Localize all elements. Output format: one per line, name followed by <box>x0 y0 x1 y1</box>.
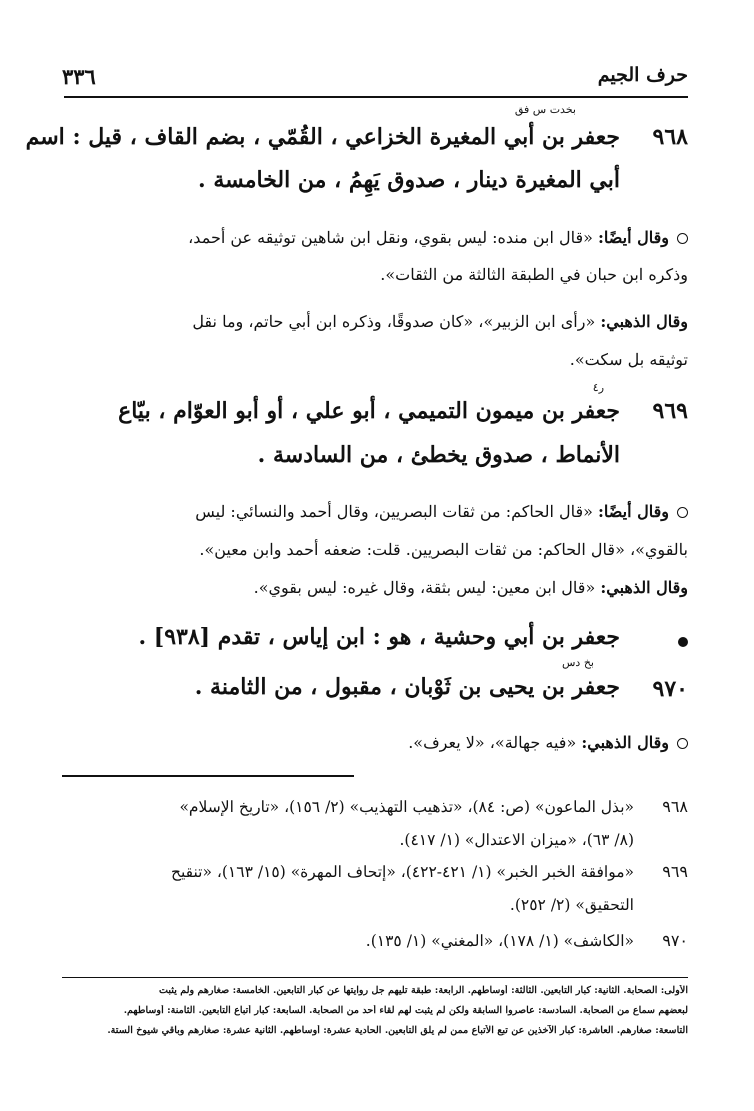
note-label: وقال الذهبي: <box>600 578 688 597</box>
footnote-968-cont: (٨/ ٦٣)، «ميزان الاعتدال» (١/ ٤١٧). <box>399 831 634 849</box>
entry-968-note-2 <box>62 312 688 331</box>
note-text: «رأى ابن الزبير»، «كان صدوقًا، وذكره ابن أبي حاتم، وما نقل <box>192 312 601 331</box>
entry-969-line-2: الأنماط ، صدوق يخطئ ، من السادسة . <box>257 442 620 468</box>
page-header <box>62 64 688 94</box>
note-text: «قال الحاكم: من ثقات البصريين، وقال أحمد والنسائي: ليس <box>195 502 598 521</box>
entry-968-number: ٩٦٨ <box>652 124 688 150</box>
entry-969-note-1 <box>62 502 688 521</box>
note-circle-icon <box>677 507 688 518</box>
footnote-text: «موافقة الخبر الخبر» (١/ ٤٢١-٤٢٢)، «إتحاف المهرة» (١٥/ ١٦٣)، «تنقيح <box>170 863 634 881</box>
footnote-number: ٩٦٩ <box>662 862 688 881</box>
note-circle-icon <box>677 738 688 749</box>
entry-969-note-1-cont: بالقوي»، «قال الحاكم: من ثقات البصريين. قلت: ضعفه أحمد وابن معين». <box>199 540 688 559</box>
tabaqat-legend-line-3: التاسعة: صغارهم. العاشرة: كبار الآخذين عن تبع الأتباع ممن لم يلق التابعين. الحادية عشرة: أوساطهم. الثانية عشرة: صغارهم وباقي شيوخ الستة. <box>107 1025 688 1036</box>
entry-968-note-1-cont: وذكره ابن حبان في الطبقة الثالثة من الثقات». <box>380 265 688 284</box>
cross-ref-bullet <box>634 628 688 654</box>
entry-970-sigla: بخ دس <box>562 656 594 669</box>
note-label: وقال الذهبي: <box>581 733 669 752</box>
note-text: «قال ابن منده: ليس بقوي، ونقل ابن شاهين توثيقه عن أحمد، <box>188 228 598 247</box>
note-text: «فيه جهالة»، «لا يعرف». <box>408 733 582 752</box>
footnote-divider <box>62 775 354 777</box>
entry-969-sigla: ر٤ <box>592 381 604 394</box>
tabaqat-legend-line-1: الأولى: الصحابة. الثانية: كبار التابعين. الثالثة: أوساطهم. الرابعة: طبقة تليهم جل روايتها عن كبار التابعين. الخامسة: صغارهم ولم يثبت <box>158 985 688 996</box>
footnote-968 <box>62 797 688 816</box>
note-label: وقال أيضًا: <box>598 502 669 521</box>
entry-969-number: ٩٦٩ <box>652 398 688 424</box>
footnote-text: «بذل الماعون» (ص: ٨٤)، «تذهيب التهذيب» (٢/ ١٥٦)، «تاريخ الإسلام» <box>179 798 634 816</box>
entry-968-note-2-cont: توثيقه بل سكت». <box>569 350 688 369</box>
entry-968-line-1: جعفر بن أبي المغيرة الخزاعي ، القُمّي ، بضم القاف ، قيل : اسم <box>25 124 620 150</box>
entry-969-note-2 <box>62 578 688 597</box>
entry-968-line-2: أبي المغيرة دينار ، صدوق يَهِمُ ، من الخامسة . <box>198 167 620 193</box>
note-label: وقال الذهبي: <box>600 312 688 331</box>
footnote-number: ٩٧٠ <box>662 931 688 950</box>
page-number: ٣٣٦ <box>62 64 96 89</box>
note-circle-icon <box>677 233 688 244</box>
footnote-970 <box>62 931 688 950</box>
footnote-969 <box>62 862 688 881</box>
entry-968-note-1 <box>62 228 688 247</box>
note-text: «قال ابن معين: ليس بثقة، وقال غيره: ليس بقوي». <box>253 578 601 597</box>
entry-970-number: ٩٧٠ <box>652 676 688 702</box>
tabaqat-legend-line-2: لبعضهم سماع من الصحابة. السادسة: عاصروا السابقة ولكن لم يثبت لهم لقاء أحد من الصحابة. السابعة: كبار أتباع التابعين. الثامنة: أوساطهم. <box>123 1005 688 1016</box>
bullet-icon <box>678 637 688 647</box>
entry-969-line-1: جعفر بن ميمون التميمي ، أبو علي ، أو أبو العوّام ، بيّاع <box>118 398 620 424</box>
entry-970-note-1 <box>62 733 688 752</box>
footnote-number: ٩٦٨ <box>662 797 688 816</box>
entry-970-line-1: جعفر بن يحيى بن ثَوْبان ، مقبول ، من الثامنة . <box>194 674 620 700</box>
note-label: وقال أيضًا: <box>598 228 669 247</box>
header-divider <box>64 96 688 98</box>
footnote-969-cont: التحقيق» (٢/ ٢٥٢). <box>509 896 634 914</box>
entry-968-sigla: بخدت س فق <box>514 103 576 116</box>
footnote-text: «الكاشف» (١/ ١٧٨)، «المغني» (١/ ١٣٥). <box>365 932 634 950</box>
chapter-title: حرف الجيم <box>597 64 688 86</box>
cross-ref-line: جعفر بن أبي وحشية ، هو : ابن إياس ، تقدم [٩٣٨] . <box>138 624 620 650</box>
legend-divider <box>62 977 688 978</box>
